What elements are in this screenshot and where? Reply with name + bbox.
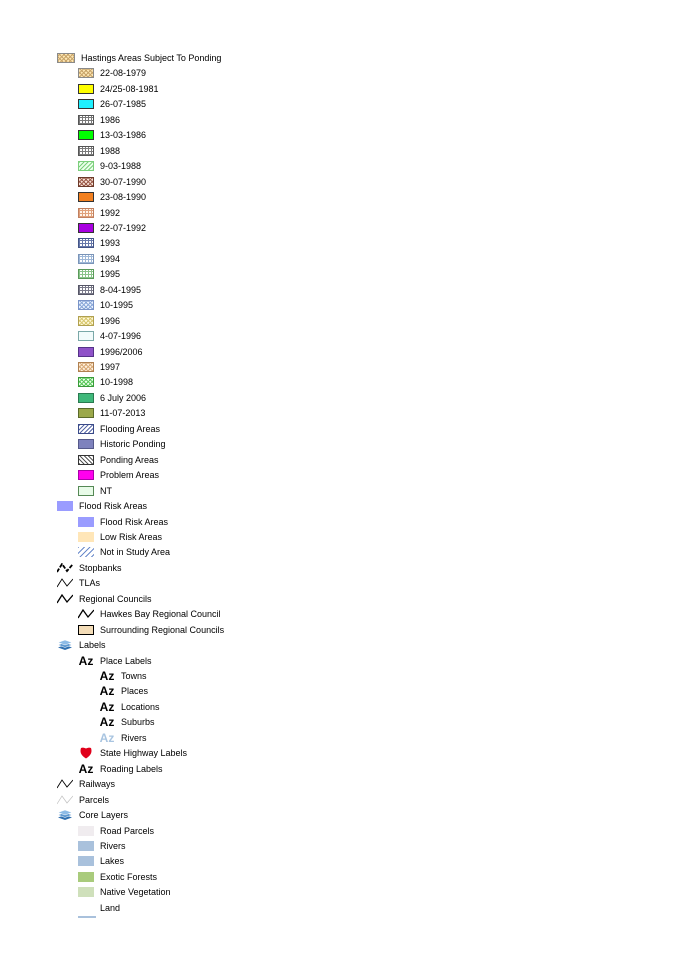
legend-label: Road Parcels [100,825,155,836]
legend-item [99,684,148,698]
legend-label: Core Layers [79,810,129,821]
legend-item [99,715,155,729]
legend-label: Exotic Forests [100,871,158,882]
date-swatch-icon [78,208,94,218]
legend-item [78,515,168,529]
legend-label: 13-03-1986 [100,130,147,141]
legend-item [78,824,154,838]
hawkes-bay-line-icon [78,609,94,619]
legend-item [78,113,120,127]
legend-label: Labels [79,640,106,651]
legend-label: Parcels [79,794,110,805]
surrounding-councils-swatch-icon [78,625,94,635]
road-parcels-swatch-icon [78,826,94,836]
land-swatch-icon [78,903,94,913]
legend-label: 10-1998 [100,377,134,388]
legend-item [78,545,170,559]
legend-label: 23-08-1990 [100,192,147,203]
legend-label: 1997 [100,362,121,372]
date-swatch-icon [78,146,94,156]
legend-label: 10-1995 [100,300,134,311]
legend-label: TLAs [79,578,101,589]
legend-label: 1995 [100,269,121,280]
date-swatch-icon [78,408,94,418]
date-swatch-icon [78,130,94,140]
legend-item [78,190,146,204]
roading-labels-text-icon: Az [78,761,94,776]
layers-icon [57,809,73,821]
legend-item [78,484,112,498]
legend-item [78,391,146,405]
legend-item [78,360,120,374]
legend-item [99,669,147,683]
legend-item [78,159,141,173]
legend-label: Locations [121,701,160,712]
legend-label: Towns [121,671,147,681]
date-swatch-icon [78,161,94,171]
legend-label: NT [100,485,112,496]
legend-item [78,175,146,189]
legend-item [57,499,147,513]
legend-item [78,607,221,621]
legend-item [57,777,115,791]
legend-label: 1992 [100,207,121,218]
legend-item [99,700,160,714]
problem-areas-icon [78,470,94,480]
date-swatch-icon [78,99,94,109]
clipped-legend-item [78,916,96,918]
legend-item [78,885,171,899]
date-swatch-icon [78,269,94,279]
date-swatch-icon [78,254,94,264]
legend-label: 24/25-08-1981 [100,83,159,94]
legend-item [57,808,128,822]
legend-label: Places [121,686,149,697]
legend-item [78,901,120,915]
historic-ponding-icon [78,439,94,449]
legend-item [78,530,162,544]
legend-item [78,839,126,853]
legend-label: 22-08-1979 [100,68,147,79]
legend-label: Not in Study Area [100,547,171,558]
legend-item [99,731,147,745]
legend-item [78,468,159,482]
legend-label: Hawkes Bay Regional Council [100,609,221,620]
legend-item [78,654,152,668]
legend-item [78,870,157,884]
legend-item [57,576,100,590]
legend-label: Native Vegetation [100,887,171,898]
regional-councils-line-icon [57,594,73,604]
towns-text-icon: Az [99,669,115,683]
legend-item [78,128,146,142]
legend-label: Lakes [100,856,125,867]
legend-item [57,592,152,606]
date-swatch-icon [78,238,94,248]
legend-label: Flooding Areas [100,423,161,434]
legend-label: Land [100,902,121,913]
legend-item [78,267,120,281]
legend-label: Hastings Areas Subject To Ponding [81,53,222,63]
legend-item [57,561,122,575]
legend-item [78,97,146,111]
ponding-areas-icon [78,455,94,465]
date-swatch-icon [78,115,94,125]
legend-label: Ponding Areas [100,454,159,465]
legend-label: Flood Risk Areas [100,516,169,527]
legend-item [78,437,166,451]
stopbanks-line-icon [57,563,73,573]
legend-item [78,82,159,96]
rivers-text-icon: Az [99,730,115,745]
date-swatch-icon [78,393,94,403]
native-vegetation-swatch-icon [78,887,94,897]
legend-item [78,283,141,297]
exotic-forests-swatch-icon [78,872,94,882]
date-swatch-icon [78,192,94,202]
date-swatch-icon [78,331,94,341]
legend-label: Historic Ponding [100,439,166,450]
legend-label: Railways [79,779,116,790]
nt-swatch-icon [78,486,94,496]
legend-label: 1988 [100,145,121,156]
legend-item [78,144,120,158]
low-risk-swatch-icon [78,532,94,542]
legend-item [78,221,146,235]
legend-label: 9-03-1988 [100,161,142,172]
lakes-swatch-icon [78,856,94,866]
date-swatch-icon [78,223,94,233]
legend-label: 1996/2006 [100,346,143,357]
legend-item [78,375,133,389]
highway-shield-icon [78,747,94,759]
legend-item [78,623,224,637]
legend-item [78,252,120,266]
legend-item [78,298,133,312]
date-swatch-icon [78,316,94,326]
legend-label: 1994 [100,253,121,264]
suburbs-text-icon: Az [99,715,115,730]
layers-icon [57,639,73,651]
legend-label: 8-04-1995 [100,284,142,295]
legend-label: Stopbanks [79,562,122,573]
legend-label: Suburbs [121,717,155,728]
legend-item [78,406,145,420]
legend-item [57,638,106,652]
legend-label: Rivers [121,732,147,743]
date-swatch-icon [78,285,94,295]
railways-line-icon [57,779,73,789]
legend-label: 1996 [100,315,121,326]
legend-item [78,422,160,436]
date-swatch-icon [78,68,94,78]
legend-label: Regional Councils [79,593,152,604]
legend-item [78,329,141,343]
legend-item [78,762,163,776]
legend-item [78,66,146,80]
legend-item [57,51,221,65]
legend-label: 6 July 2006 [100,392,147,403]
date-swatch-icon [78,177,94,187]
date-swatch-icon [78,347,94,357]
legend-label: Low Risk Areas [100,531,163,542]
ponding-swatch-icon [57,53,75,63]
legend-label: 4-07-1996 [100,331,142,342]
legend-label: 1986 [100,114,121,125]
flooding-areas-icon [78,424,94,434]
legend-item [78,854,124,868]
legend-item [78,345,143,359]
legend-label: 1993 [100,238,121,249]
legend-label: 26-07-1985 [100,99,147,110]
legend-label: Rivers [100,840,126,851]
locations-text-icon: Az [99,699,115,714]
date-swatch-icon [78,377,94,387]
legend-label: 22-07-1992 [100,222,147,233]
tlas-line-icon [57,578,73,588]
legend-item [78,746,187,760]
legend-label: 30-07-1990 [100,176,147,187]
rivers-swatch-icon [78,841,94,851]
legend-label: State Highway Labels [100,748,188,759]
flood-risk-swatch-icon [78,517,94,527]
flood-risk-group-icon [57,501,73,511]
date-swatch-icon [78,84,94,94]
legend-item [78,314,120,328]
place-labels-text-icon: Az [78,653,94,668]
legend-label: Problem Areas [100,470,160,481]
legend-item [78,236,120,250]
date-swatch-icon [78,362,94,372]
not-in-study-area-icon [78,547,94,557]
legend-label: Flood Risk Areas [79,501,148,512]
legend-label: 11-07-2013 [100,408,146,419]
legend-item [78,206,120,220]
legend-item [57,793,109,807]
parcels-line-icon [57,795,73,805]
legend-item [78,453,159,467]
date-swatch-icon [78,300,94,310]
places-text-icon: Az [99,684,115,699]
legend-label: Roading Labels [100,763,163,774]
legend-label: Surrounding Regional Councils [100,624,225,635]
legend-label: Place Labels [100,655,152,666]
